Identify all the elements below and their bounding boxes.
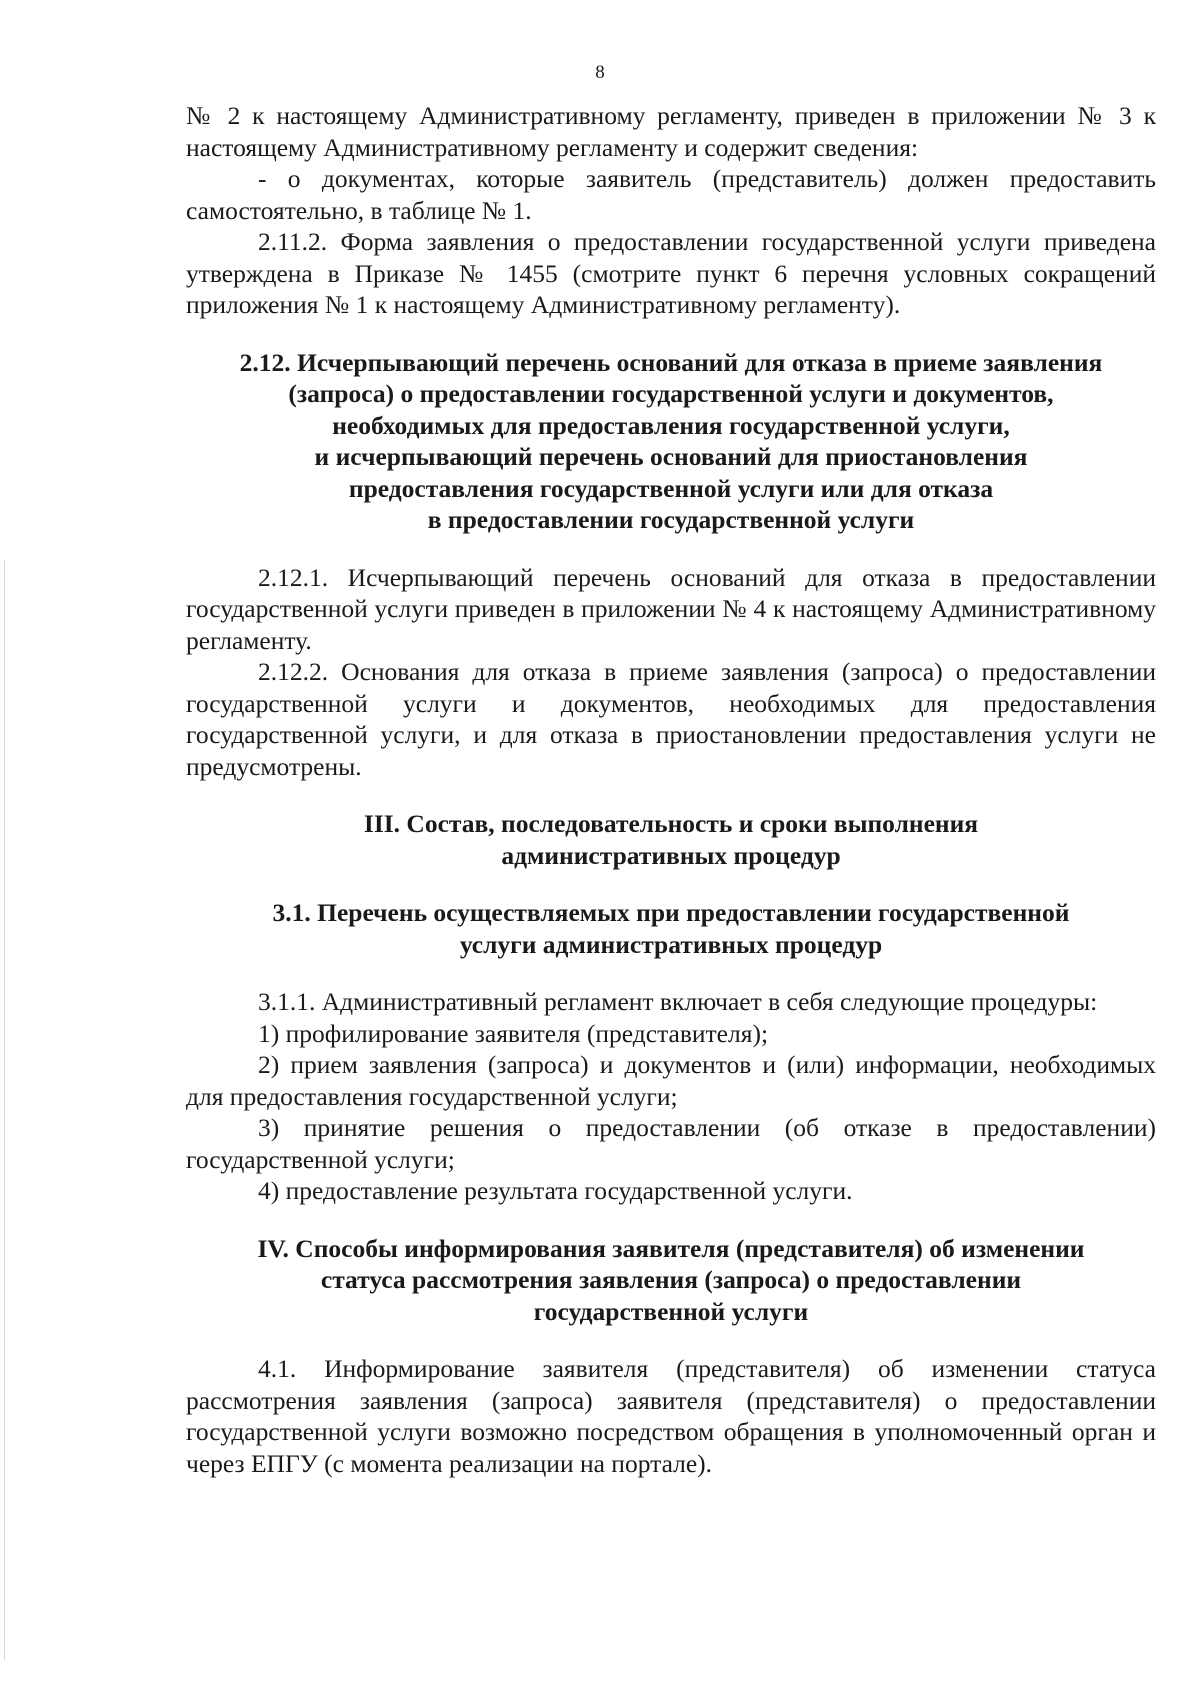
paragraph-continuation: № 2 к настоящему Административному регламенту, приведен в приложении № 3 к настоящему Административному регламенту и содержит сведения:	[186, 101, 1156, 162]
heading-line: статуса рассмотрения заявления (запроса) о предоставлении	[320, 1265, 1022, 1294]
heading-line: 2.12. Исчерпывающий перечень оснований для отказа в приеме заявления	[239, 347, 1103, 377]
heading-line: IV. Способы информирования заявителя (представителя) об изменении	[257, 1233, 1085, 1263]
list-item-procedure-4: 4) предоставление результата государственной услуги.	[258, 1176, 853, 1205]
heading-line: услуги административных процедур	[459, 929, 883, 959]
heading-section-iii	[186, 808, 1156, 871]
heading-line: 3.1. Перечень осуществляемых при предоставлении государственной	[272, 898, 1070, 927]
scan-edge-line	[4, 560, 5, 1660]
paragraph-2-11-2: 2.11.2. Форма заявления о предоставлении государственной услуги приведена утверждена в Приказе № 1455 (смотрите пункт 6 перечня условных сокращений приложения № 1 к настоящему Административному регламенту).	[186, 227, 1156, 319]
heading-line: необходимых для предоставления государственной услуги,	[332, 410, 1010, 440]
heading-line: административных процедур	[501, 840, 841, 870]
heading-2-12	[186, 347, 1156, 536]
heading-line: предоставления государственной услуги или для отказа	[348, 473, 994, 503]
paragraph-3-1-1: 3.1.1. Административный регламент включает в себя следующие процедуры:	[258, 987, 1098, 1016]
list-item-procedure-3: 3) принятие решения о предоставлении (об отказе в предоставлении) государственной услуги;	[186, 1113, 1156, 1174]
heading-line: в предоставлении государственной услуги	[427, 505, 915, 534]
paragraph-4-1: 4.1. Информирование заявителя (представителя) об изменении статуса рассмотрения заявления (запроса) заявителя (представителя) о предоставлении государственной услуги возможно посредством обращения в уполномоченный орган и через ЕПГУ (с момента реализации на портале).	[186, 1354, 1156, 1478]
paragraph-documents-list: - о документах, которые заявитель (представитель) должен предоставить самостоятельно, в таблице № 1.	[186, 164, 1156, 225]
list-item-procedure-2: 2) прием заявления (запроса) и документов и (или) информации, необходимых для предоставления государственной услуги;	[186, 1050, 1156, 1111]
paragraph-2-12-2: 2.12.2. Основания для отказа в приеме заявления (запроса) о предоставлении государственной услуги и документов, необходимых для предоставления государственной услуги, и для отказа в приостановлении предоставления услуги не предусмотрены.	[186, 657, 1156, 781]
document-body	[186, 100, 1156, 1479]
heading-line: III. Состав, последовательность и сроки выполнения	[363, 809, 979, 838]
heading-section-iv	[186, 1233, 1156, 1328]
list-item-procedure-1: 1) профилирование заявителя (представителя);	[258, 1018, 769, 1048]
heading-line: и исчерпывающий перечень оснований для приостановления	[314, 442, 1028, 471]
heading-line: (запроса) о предоставлении государственной услуги и документов,	[288, 379, 1054, 408]
paragraph-2-12-1: 2.12.1. Исчерпывающий перечень оснований для отказа в предоставлении государственной услуги приведен в приложении № 4 к настоящему Административному регламенту.	[186, 562, 1156, 655]
heading-line: государственной услуги	[533, 1296, 809, 1326]
page-number: 8	[595, 62, 605, 83]
heading-3-1	[186, 897, 1156, 960]
